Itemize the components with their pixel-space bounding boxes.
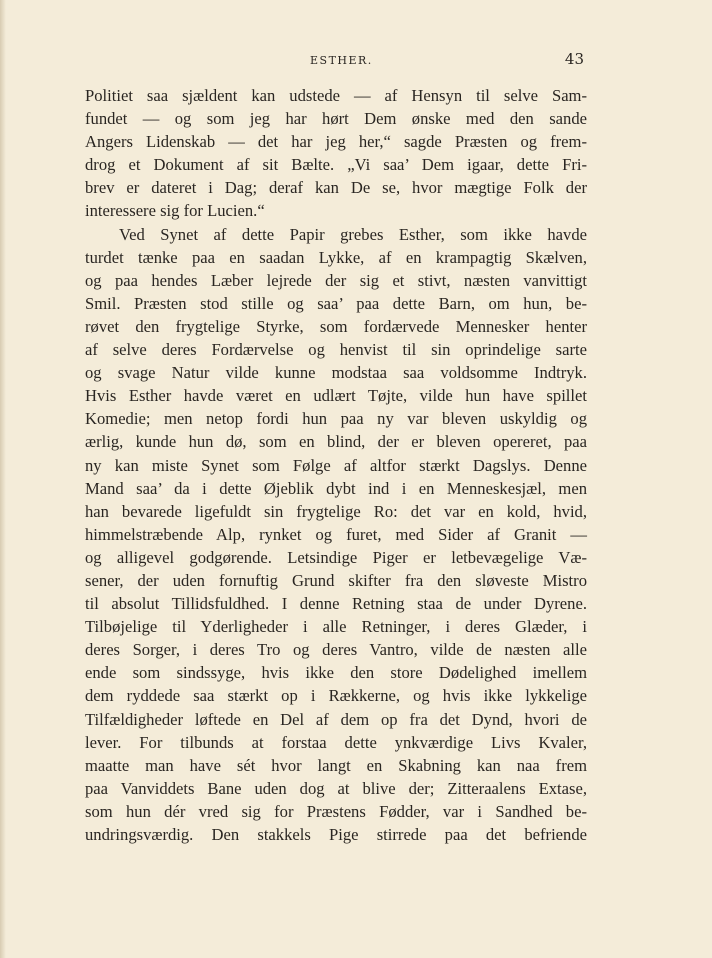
text-line: Komedie; men netop fordi hun paa ny var bleven uskyldig og [85, 409, 587, 429]
text-line: Hvis Esther havde været en udlært Tøjte, vilde hun have spillet [85, 386, 587, 406]
text-line: Tilfældigheder løftede en Del af dem op fra det Dynd, hvori de [85, 709, 587, 729]
text-line: drog et Dokument af sit Bælte. „Vi saa’ Dem igaar, dette Fri- [85, 155, 587, 175]
text-line: han bevarede ligefuldt sin frygtelige Ro: det var en kold, hvid, [85, 501, 587, 521]
text-line: Politiet saa sjældent kan udstede — af Hensyn til selve Sam- [85, 86, 587, 105]
text-line: dem ryddede saa stærkt op i Rækkerne, og hvis ikke lykkelige [85, 686, 587, 706]
text-line: brev er dateret i Dag; deraf kan De se, hvor mægtige Folk der [85, 178, 587, 198]
text-line: maatte man have sét hvor langt en Skabning kan naa frem [85, 755, 587, 775]
text-line: undringsværdig. Den stakkels Pige stirrede paa det befriende [85, 825, 587, 844]
text-line: og alligevel godgørende. Letsindige Piger er letbevægelige Væ- [85, 547, 587, 567]
text-line: turdet tænke paa en saadan Lykke, af en krampagtig Skælven, [85, 247, 587, 267]
text-line: og paa hendes Læber lejrede der sig et stivt, næsten vanvittigt [85, 270, 587, 290]
body-text [85, 84, 587, 846]
text-line: fundet — og som jeg har hørt Dem ønske med den sande [85, 109, 587, 129]
text-line: og svage Natur vilde kunne modstaa saa voldsomme Indtryk. [85, 363, 587, 383]
paragraph-start-line: Ved Synet af dette Papir grebes Esther, som ikke havde [119, 224, 587, 244]
text-line: Smil. Præsten stod stille og saa’ paa dette Barn, om hun, be- [85, 293, 587, 313]
text-line: himmelstræbende Alp, rynket og furet, med Sider af Granit — [85, 524, 587, 544]
text-line: ende som sindssyge, hvis ikke den store Dødelighed imellem [85, 663, 587, 683]
text-line: deres Sorger, i deres Tro og deres Vantro, vilde de næsten alle [85, 640, 587, 660]
text-line: røvet den frygtelige Styrke, som fordærvede Mennesker henter [85, 316, 587, 336]
text-line: lever. For tilbunds at forstaa dette ynkværdige Livs Kvaler, [85, 732, 587, 752]
running-head [0, 50, 712, 72]
page-edge [0, 0, 6, 958]
text-line: ærlig, kunde hun dø, som en blind, der er bleven opereret, paa [85, 432, 587, 452]
page-number: 43 [564, 50, 584, 68]
text-line: paa Vanviddets Bane uden dog at blive der; Zitteraalens Extase, [85, 778, 587, 798]
paragraph-end-line: interessere sig for Lucien.“ [85, 201, 265, 221]
text-line: som hun dér vred sig for Præstens Fødder, var i Sandhed be- [85, 801, 587, 821]
text-line: til absolut Tillidsfuldhed. I denne Retning staa de under Dyrene. [85, 594, 587, 614]
text-line: af selve deres Fordærvelse og henvist til sin oprindelige sarte [85, 340, 587, 360]
text-line: ny kan miste Synet som Følge af altfor stærkt Dagslys. Denne [85, 455, 587, 475]
text-line: Mand saa’ da i dette Øjeblik dybt ind i en Menneskesjæl, men [85, 478, 587, 498]
text-line: sener, der uden fornuftig Grund skifter fra den sløveste Mistro [85, 570, 587, 590]
text-line: Angers Lidenskab — det har jeg her,“ sagde Præsten og frem- [85, 132, 587, 152]
text-line: Tilbøjelige til Yderligheder i alle Retninger, i deres Glæder, i [85, 617, 587, 637]
running-title: ESTHER. [310, 54, 373, 67]
